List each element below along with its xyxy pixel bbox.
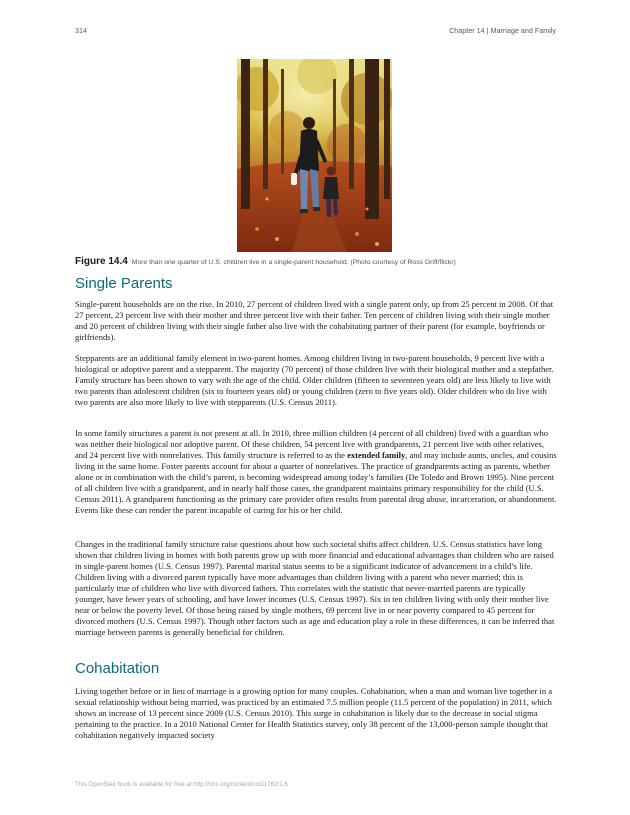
paragraph: Living together before or in lieu of marriage is a growing option for many couples. Cohabitation, when a man and woman live together in a sexual relationship without being married, was practiced by an estimated 7.5 million people (11.5 percent of the population) in 2011, which shows an increase of 13 percent since 2009 (U.S. Census 2010). This surge in cohabitation is likely due to the decrease in social stigma pertaining to the practice. In a 2010 National Center for Health Statistics survey, only 38 percent of the 13,000-person sample thought that cohabitation negatively impacted society <box>75 686 553 740</box>
paragraph: Changes in the traditional family structure raise questions about how such societal shifts affect children. U.S. Census statistics have long shown that children living in homes with both parents grow up with more financial and educational advantages than children who are raised in single-parent homes (U.S. Census 1997). Parental marital status seems to be a significant indicator of advancement in a child’s life. Children living with a divorced parent typically have more advantages than children living with a parent who never married; this is particularly true of children who live with divorced fathers. This correlates with the statistic that never-married parents are typically younger, have fewer years of schooling, and have lower incomes (U.S. Census 1997). Six in ten children living with only their mother live near or below the poverty level. Of those being raised by single mothers, 69 percent live in or near poverty compared to 45 percent for divorced mothers (U.S. Census 1997). Though other factors such as age and education play a role in these differences, it can be inferred that marriage between parents is generally beneficial for children. <box>75 539 555 637</box>
running-header: Chapter 14 | Marriage and Family <box>449 26 556 35</box>
section-heading-single-parents: Single Parents <box>75 275 173 292</box>
key-term: extended family <box>347 449 406 460</box>
figure-photo <box>237 59 392 252</box>
paragraph <box>75 428 557 516</box>
page-number: 314 <box>75 26 87 35</box>
section-heading-cohabitation: Cohabitation <box>75 660 160 677</box>
paragraph-text: , and may include aunts, uncles, and cousins living in the same home. Foster parents account for about a quarter of nonrelatives. The practice of grandparents acting as parents, whether alone or in combination with the child’s parent, is becoming widespread among today’s families (De Toledo and Brown 1995). Nine percent of all children live with a grandparent, and in nearly half those cases, the grandparent maintains primary responsibility for the child (U.S. Census 2011). A grandparent functioning as the primary care provider often results from parental drug abuse, incarceration, or abandonment. Events like these can render the parent incapable of caring for his or her child. <box>75 449 557 515</box>
figure-caption-text: More than one quarter of U.S. children live in a single-parent household. (Photo courtesy of Ross Griff/flickr) <box>131 259 456 266</box>
figure-label: Figure 14.4 <box>75 256 128 267</box>
paragraph: Single-parent households are on the rise. In 2010, 27 percent of children lived with a single parent only, up from 25 percent in 2008. Of that 27 percent, 23 percent live with their mother and three percent live with their father. Ten percent of children living with their single mother and 20 percent of children living with their single father also live with the cohabitating partner of their parent (for example, boyfriends or girlfriends). <box>75 299 554 342</box>
paragraph: Stepparents are an additional family element in two-parent homes. Among children living in two-parent households, 9 percent live with a biological or adoptive parent and a stepparent. The majority (70 percent) of those children live with their biological mother and a stepfather. Family structure has been shown to vary with the age of the child. Older children (fifteen to seventeen years old) are less likely to live with two parents than adolescent children (six to fourteen years old) or young children (zero to five years old). Older children who do live with two parents are also more likely to live with stepparents (U.S. Census 2011). <box>75 353 554 407</box>
page-footer: This OpenStax book is available for free at http://cnx.org/content/col11762/1.6 <box>75 781 288 788</box>
figure-caption <box>75 256 555 268</box>
paragraph-text: In some family structures a parent is not present at all. In 2010, three million children (4 percent of all children) lived with a guardian who was neither their biological nor adoptive parent. Of these children, 54 percent live with grandparents, 21 percent live with other relatives, and 24 percent live with nonrelatives. This family structure is referred to as the <box>75 428 549 460</box>
